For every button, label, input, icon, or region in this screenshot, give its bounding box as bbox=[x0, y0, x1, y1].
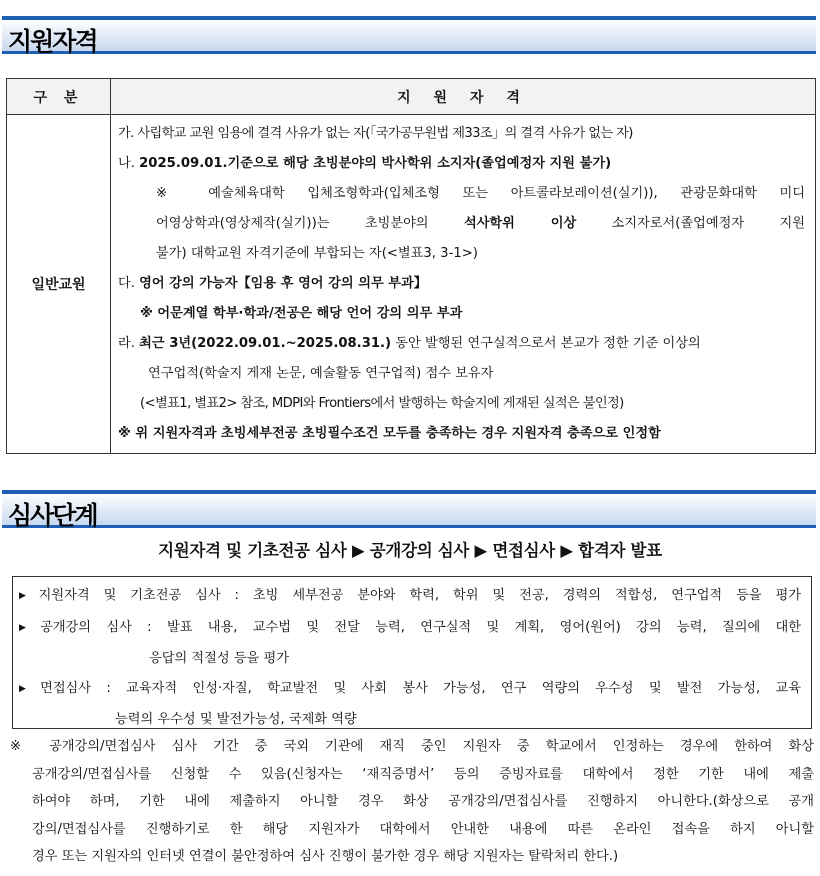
table-row bbox=[7, 115, 816, 454]
section-title: 심사단계 bbox=[8, 501, 97, 530]
list-item-continuation: 응답의 적절성 등을 평가 bbox=[149, 651, 289, 666]
final-note: ※ 위 지원자격과 초빙세부전공 초빙필수조건 모두를 충족하는 경우 지원자격 충족으로 인정함 bbox=[118, 426, 661, 441]
table-header-row bbox=[7, 79, 816, 115]
triangle-right-icon: ▶ bbox=[19, 591, 36, 601]
list-item-continuation: 능력의 우수성 및 발전가능성, 국제화 역량 bbox=[115, 712, 357, 727]
note-arts-line3: 불가) 대학교원 자격기준에 부합되는 자(<별표3, 3-1>) bbox=[156, 246, 478, 261]
column-header-qualifications: 지 원 자 격 bbox=[111, 79, 816, 115]
item-ga: 가. 사립학교 교원 임용에 결격 사유가 없는 자(「국가공무원법 제33조」의 결격 사유가 없는 자) bbox=[118, 126, 633, 141]
item-da: 다. 영어 강의 가능자【임용 후 영어 강의 의무 부과】 bbox=[118, 276, 427, 291]
triangle-right-icon: ▶ bbox=[19, 683, 38, 694]
note-line: ※ 공개강의/면접심사 심사 기간 중 국외 기관에 재직 중인 지원자 중 학교에서 인정하는 경우에 한하여 화상 bbox=[10, 739, 814, 754]
note-line: 강의/면접심사를 진행하기로 한 해당 지원자가 대학에서 안내한 내용에 따른 온라인 접속을 하지 아니할 bbox=[32, 821, 814, 837]
item-ra: 라. 최근 3년(2022.09.01.~2025.08.31.) 동안 발행된 연구실적으로서 본교가 정한 기준 이상의 bbox=[118, 336, 701, 351]
header-bar bbox=[2, 16, 816, 54]
item-ra-line2: 연구업적(학술지 게재 논문, 예술활동 연구업적) 점수 보유자 bbox=[148, 366, 494, 381]
note-arts-line1: ※ 예술체육대학 입체조형학과(입체조형 또는 아트콜라보레이션(실기)), 관광문화대학 미디 bbox=[156, 186, 805, 201]
header-bar bbox=[2, 490, 816, 528]
list-item: ▶ 면접심사 : 교육자적 인성·자질, 학교발전 및 사회 봉사 가능성, 연구 역량의 우수성 및 발전 가능성, 교육 bbox=[19, 680, 801, 696]
note-line: 하여야 하며, 기한 내에 제출하지 아니할 경우 화상 공개강의/면접심사를 진행하지 아니한다.(화상으로 공개 bbox=[32, 794, 814, 809]
note-arts-line2: 어영상학과(영상제작(실기))는 초빙분야의 석사학위 이상 소지자로서(졸업예정자 지원 bbox=[156, 216, 805, 231]
category-cell: 일반교원 bbox=[7, 115, 111, 454]
note-line: 경우 또는 지원자의 인터넷 연결이 불안정하여 심사 진행이 불가한 경우 해당 지원자는 탈락처리 한다.) bbox=[32, 849, 619, 864]
section-title: 지원자격 bbox=[8, 27, 97, 56]
video-review-note bbox=[10, 733, 814, 871]
qualification-content bbox=[111, 115, 816, 454]
item-ra-line3: (<별표1, 별표2> 참조, MDPI와 Frontiers에서 발행하는 학술지에 게재된 실적은 불인정) bbox=[140, 396, 624, 411]
note-language: ※ 어문계열 학부·학과/전공은 해당 언어 강의 의무 부과 bbox=[140, 306, 463, 321]
list-item: ▶ 지원자격 및 기초전공 심사 : 초빙 세부전공 분야와 학력, 학위 및 전공, 경력의 적합성, 연구업적 등을 평가 bbox=[19, 588, 802, 603]
qualifications-table bbox=[6, 78, 816, 454]
review-flow: 지원자격 및 기초전공 심사 ▶ 공개강의 심사 ▶ 면접심사 ▶ 합격자 발표 bbox=[158, 541, 662, 560]
list-item: ▶ 공개강의 심사 : 발표 내용, 교수법 및 전달 능력, 연구실적 및 계획, 영어(원어) 강의 능력, 질의에 대한 bbox=[19, 619, 802, 635]
review-criteria-box bbox=[12, 576, 812, 729]
column-header-category: 구 분 bbox=[7, 79, 111, 115]
triangle-right-icon: ▶ bbox=[19, 622, 38, 633]
note-line: 공개강의/면접심사를 신청할 수 있음(신청자는 ‘재직증명서’ 등의 증빙자료를 대학에서 정한 기한 내에 제출 bbox=[32, 766, 814, 782]
item-na: 나. 2025.09.01.기준으로 해당 초빙분야의 박사학위 소지자(졸업예정자 지원 불가) bbox=[118, 156, 612, 171]
